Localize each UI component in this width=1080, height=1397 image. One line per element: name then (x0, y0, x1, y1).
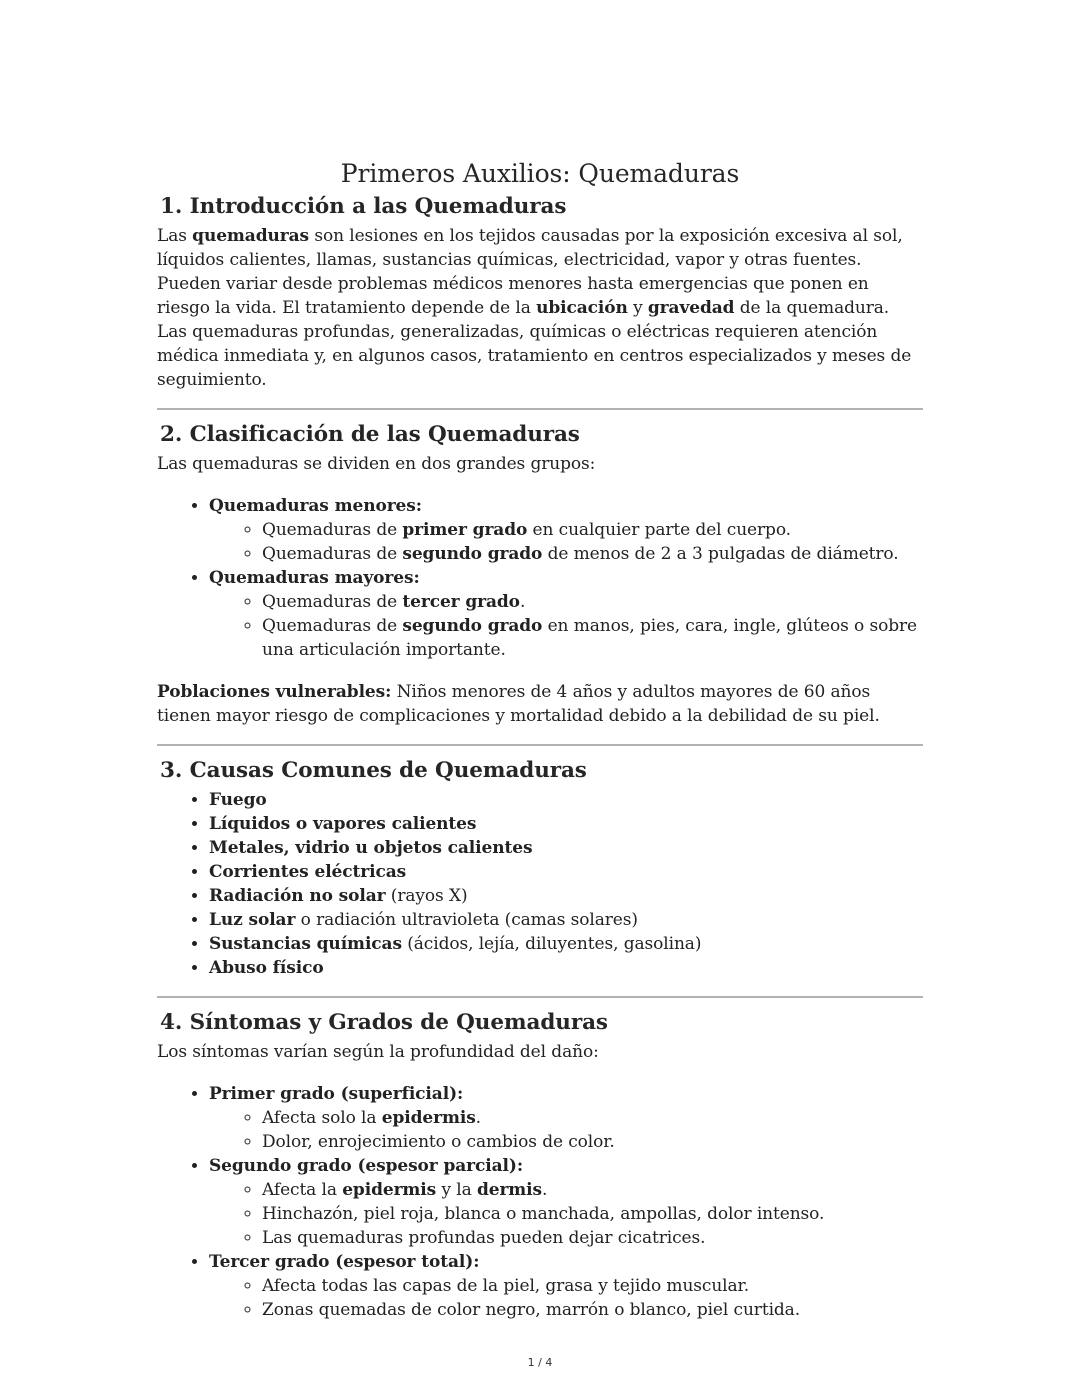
list-item: ◦ Afecta todas las capas de la piel, grasa y tejido muscular. (262, 1274, 923, 1298)
list-item: ◦ Las quemaduras profundas pueden dejar cicatrices. (262, 1226, 923, 1250)
list-item: ◦ Hinchazón, piel roja, blanca o manchada, ampollas, dolor intenso. (262, 1202, 923, 1226)
list-item: • Líquidos o vapores calientes (209, 812, 923, 836)
symptoms-list (157, 1082, 923, 1322)
classification-list (157, 494, 923, 662)
section-2-intro: Las quemaduras se dividen en dos grandes grupos: (157, 454, 596, 474)
list-item: • Luz solar o radiación ultravioleta (camas solares) (209, 908, 923, 932)
list-item: ◦ Quemaduras de primer grado en cualquier parte del cuerpo. (262, 518, 923, 542)
section-divider (157, 996, 923, 998)
list-item: • Segundo grado (espesor parcial): ◦ Afecta la epidermis y la dermis. ◦ Hinchazón, piel roja, blanca o manchada, ampollas, dolor intenso. ◦ Las quemaduras profundas pueden dejar cicatrices. (209, 1154, 923, 1250)
sub-list (209, 590, 923, 662)
section-divider (157, 744, 923, 746)
section-4-intro: Los síntomas varían según la profundidad del daño: (157, 1042, 599, 1062)
list-item: ◦ Afecta solo la epidermis. (262, 1106, 923, 1130)
list-item: ◦ Afecta la epidermis y la dermis. (262, 1178, 923, 1202)
section-4-heading: 4. Síntomas y Grados de Quemaduras (160, 1010, 608, 1035)
list-item: • Quemaduras mayores: ◦ Quemaduras de tercer grado. ◦ Quemaduras de segundo grado en manos, pies, cara, ingle, glúteos o sobre una articulación importante. (209, 566, 923, 662)
sub-list (209, 1106, 923, 1154)
list-item: • Corrientes eléctricas (209, 860, 923, 884)
vulnerable-populations-note: Poblaciones vulnerables: Niños menores de 4 años y adultos mayores de 60 años tienen mayor riesgo de complicaciones y mortalidad debido a la debilidad de su piel. (157, 682, 880, 726)
list-item: ◦ Quemaduras de segundo grado en manos, pies, cara, ingle, glúteos o sobre una articulación importante. (262, 614, 923, 662)
list-item: • Metales, vidrio u objetos calientes (209, 836, 923, 860)
list-item: ◦ Quemaduras de segundo grado de menos de 2 a 3 pulgadas de diámetro. (262, 542, 923, 566)
list-item: • Abuso físico (209, 956, 923, 980)
section-1-heading: 1. Introducción a las Quemaduras (160, 194, 567, 219)
page-number: 1 / 4 (527, 1356, 553, 1369)
document-title: Primeros Auxilios: Quemaduras (340, 159, 740, 188)
sub-list (209, 1178, 923, 1250)
section-divider (157, 408, 923, 410)
list-item: • Tercer grado (espesor total): ◦ Afecta todas las capas de la piel, grasa y tejido muscular. ◦ Zonas quemadas de color negro, marrón o blanco, piel curtida. (209, 1250, 923, 1322)
list-item: • Fuego (209, 788, 923, 812)
document-page (157, 156, 923, 1322)
list-item: • Primer grado (superficial): ◦ Afecta solo la epidermis. ◦ Dolor, enrojecimiento o cambios de color. (209, 1082, 923, 1154)
section-2-heading: 2. Clasificación de las Quemaduras (160, 422, 580, 447)
list-item: ◦ Dolor, enrojecimiento o cambios de color. (262, 1130, 923, 1154)
section-3-heading: 3. Causas Comunes de Quemaduras (160, 758, 587, 783)
section-1-paragraph: Las quemaduras son lesiones en los tejidos causadas por la exposición excesiva al sol, líquidos calientes, llamas, sustancias químicas, electricidad, vapor y otras fuentes. Pueden variar desde problemas médicos menores hasta emergencias que ponen en riesgo la vida. El tratamiento depende de la ubicación y gravedad de la quemadura. Las quemaduras profundas, generalizadas, químicas o eléctricas requieren atención médica inmediata y, en algunos casos, tratamiento en centros especializados y meses de seguimiento. (157, 226, 912, 390)
list-item: • Radiación no solar (rayos X) (209, 884, 923, 908)
list-item: ◦ Zonas quemadas de color negro, marrón o blanco, piel curtida. (262, 1298, 923, 1322)
sub-list (209, 1274, 923, 1322)
causes-list (157, 788, 923, 980)
sub-list (209, 518, 923, 566)
list-item: • Sustancias químicas (ácidos, lejía, diluyentes, gasolina) (209, 932, 923, 956)
list-item: • Quemaduras menores: ◦ Quemaduras de primer grado en cualquier parte del cuerpo. ◦ Quemaduras de segundo grado de menos de 2 a 3 pulgadas de diámetro. (209, 494, 923, 566)
list-item: ◦ Quemaduras de tercer grado. (262, 590, 923, 614)
